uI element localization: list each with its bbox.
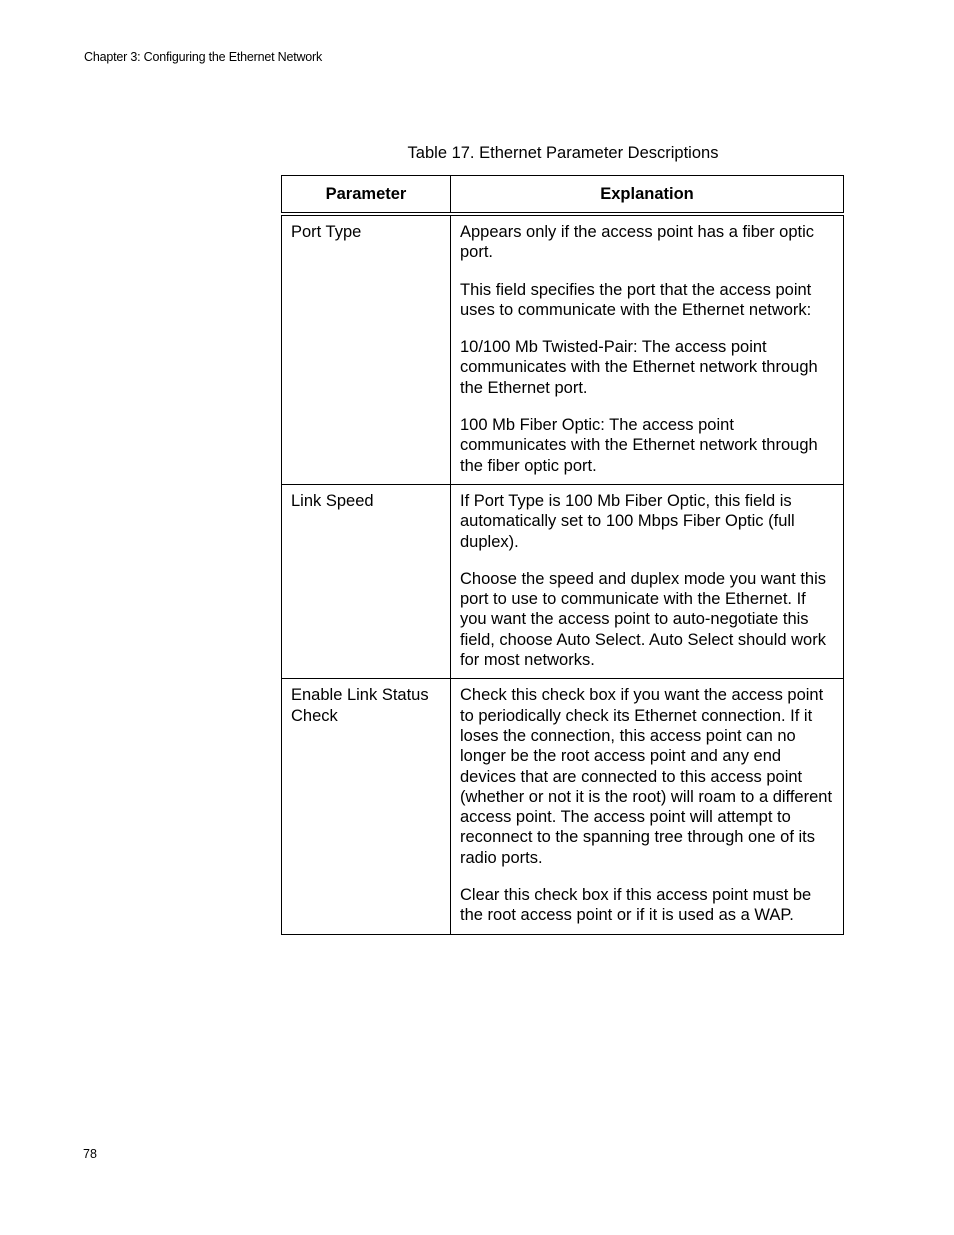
table-row	[282, 484, 844, 678]
column-header-parameter: Parameter	[282, 176, 451, 215]
column-header-explanation: Explanation	[451, 176, 844, 215]
table-row	[282, 679, 844, 934]
explanation-paragraph: 10/100 Mb Twisted-Pair: The access point communicates with the Ethernet network through the Ethernet port.	[460, 338, 818, 397]
explanation-paragraph: 100 Mb Fiber Optic: The access point communicates with the Ethernet network through the fiber optic port.	[460, 416, 818, 475]
explanation-cell	[451, 679, 844, 934]
explanation-paragraph: If Port Type is 100 Mb Fiber Optic, this field is automatically set to 100 Mbps Fiber Optic (full duplex).	[460, 491, 795, 551]
parameter-cell: Enable Link Status Check	[282, 679, 451, 934]
ethernet-parameter-table	[281, 175, 844, 935]
table-header-row	[282, 176, 844, 215]
explanation-cell	[451, 214, 844, 484]
explanation-paragraph: Appears only if the access point has a fiber optic port.	[460, 223, 815, 262]
table-row	[282, 214, 844, 484]
explanation-paragraph: This field specifies the port that the access point uses to communicate with the Ethernet network:	[460, 280, 812, 319]
explanation-paragraph: Choose the speed and duplex mode you want this port to use to communicate with the Ethernet. If you want the access point to auto-negotiate this field, choose Auto Select. Auto Select should work for most networks.	[460, 569, 826, 670]
explanation-paragraph: Check this check box if you want the access point to periodically check its Ethernet connection. If it loses the connection, this access point can no longer be the root access point and any end devices that are connected to this access point (whether or not it is the root) will roam to a different access point. The access point will attempt to reconnect to the spanning tree through one of its radio ports.	[460, 686, 833, 867]
explanation-paragraph: Clear this check box if this access point must be the root access point or if it is used as a WAP.	[460, 886, 812, 925]
page-number: 78	[83, 1147, 97, 1161]
explanation-cell	[451, 484, 844, 678]
running-header: Chapter 3: Configuring the Ethernet Network	[84, 50, 323, 64]
parameter-cell: Port Type	[282, 214, 451, 484]
parameter-cell: Link Speed	[282, 484, 451, 678]
table-caption: Table 17. Ethernet Parameter Descriptions	[407, 144, 719, 162]
